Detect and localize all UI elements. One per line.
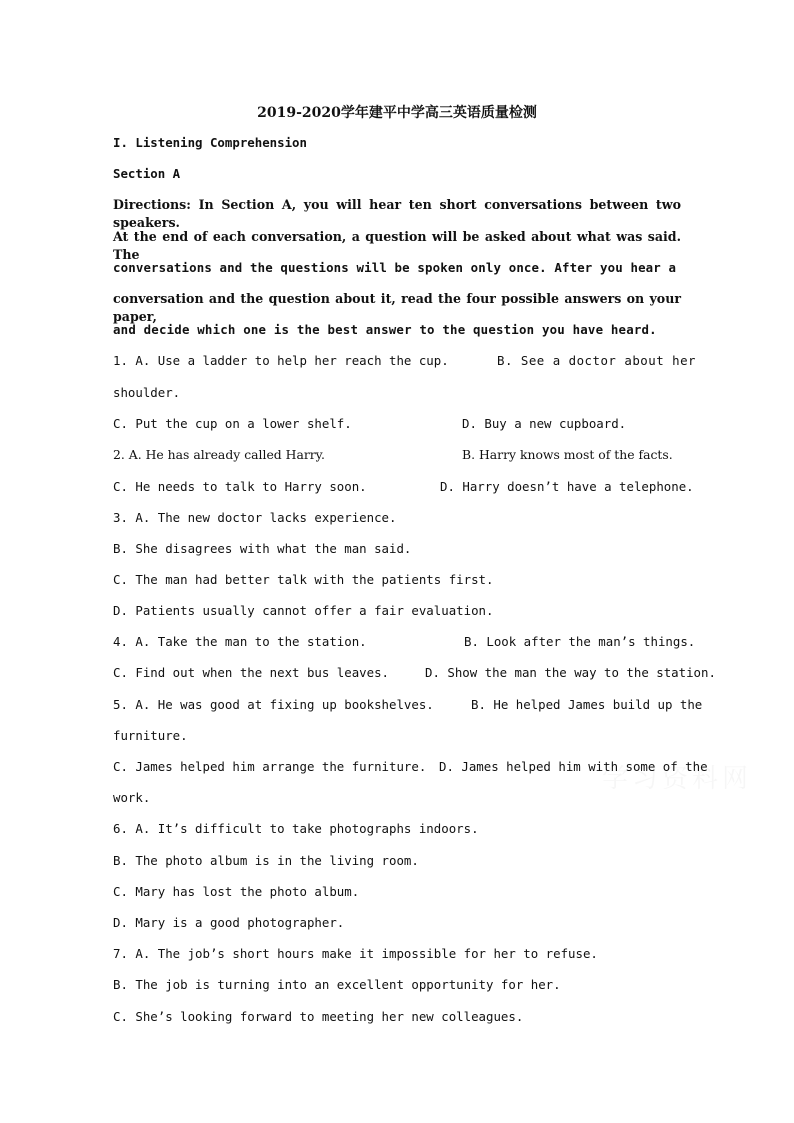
option-5d-continued: work.: [113, 790, 151, 805]
option-2d: D. Harry doesn’t have a telephone.: [440, 479, 694, 494]
directions-line: and decide which one is the best answer to the question you have heard.: [113, 322, 657, 337]
option-2c: C. He needs to talk to Harry soon.: [113, 479, 367, 494]
option-6c: C. Mary has lost the photo album.: [113, 884, 360, 899]
option-3d: D. Patients usually cannot offer a fair evaluation.: [113, 603, 494, 618]
option-6d: D. Mary is a good photographer.: [113, 915, 345, 930]
section-heading: Section A: [113, 166, 181, 181]
option-1d: D. Buy a new cupboard.: [462, 416, 627, 431]
option-1a: 1. A. Use a ladder to help her reach the cup.: [113, 353, 449, 368]
part-heading: I. Listening Comprehension: [113, 135, 307, 150]
option-5b: B. He helped James build up the: [471, 697, 703, 712]
option-1b: B. See a doctor about her: [497, 353, 696, 368]
option-7a: 7. A. The job’s short hours make it impossible for her to refuse.: [113, 946, 598, 961]
option-1b-continued: shoulder.: [113, 385, 181, 400]
option-5b-continued: furniture.: [113, 728, 188, 743]
question-1-row-ab: [113, 352, 696, 370]
option-4c: C. Find out when the next bus leaves.: [113, 665, 390, 680]
question-5-row-cd: [113, 758, 708, 776]
option-1c: C. Put the cup on a lower shelf.: [113, 416, 352, 431]
question-5-row-ab: [113, 696, 703, 714]
option-3c: C. The man had better talk with the patients first.: [113, 572, 494, 587]
option-3a: 3. A. The new doctor lacks experience.: [113, 510, 397, 525]
page-title: 2019-2020学年建平中学高三英语质量检测: [257, 105, 537, 121]
directions-line: conversations and the questions will be spoken only once. After you hear a: [113, 260, 677, 275]
directions-line: At the end of each conversation, a question will be asked about what was said. The: [113, 229, 681, 262]
question-4-row-ab: [113, 633, 696, 651]
option-2a: 2. A. He has already called Harry.: [113, 447, 325, 462]
option-3b: B. She disagrees with what the man said.: [113, 541, 412, 556]
directions-line: conversation and the question about it, read the four possible answers on your paper,: [113, 291, 681, 324]
option-4b: B. Look after the man’s things.: [464, 634, 696, 649]
question-2-row-cd: [113, 478, 694, 496]
option-7b: B. The job is turning into an excellent opportunity for her.: [113, 977, 561, 992]
option-5a: 5. A. He was good at fixing up bookshelves.: [113, 697, 434, 712]
question-4-row-cd: [113, 664, 716, 682]
option-2b: B. Harry knows most of the facts.: [462, 447, 673, 462]
directions-line: Directions: In Section A, you will hear ten short conversations between two speakers.: [113, 197, 681, 230]
question-2-row-ab: [113, 446, 681, 464]
option-4d: D. Show the man the way to the station.: [425, 665, 716, 680]
question-1-row-cd: [113, 415, 681, 433]
option-6a: 6. A. It’s difficult to take photographs indoors.: [113, 821, 479, 836]
option-5c: C. James helped him arrange the furniture.: [113, 759, 427, 774]
option-6b: B. The photo album is in the living room.: [113, 853, 419, 868]
option-5d: D. James helped him with some of the: [439, 759, 708, 774]
option-7c: C. She’s looking forward to meeting her new colleagues.: [113, 1009, 524, 1024]
option-4a: 4. A. Take the man to the station.: [113, 634, 367, 649]
